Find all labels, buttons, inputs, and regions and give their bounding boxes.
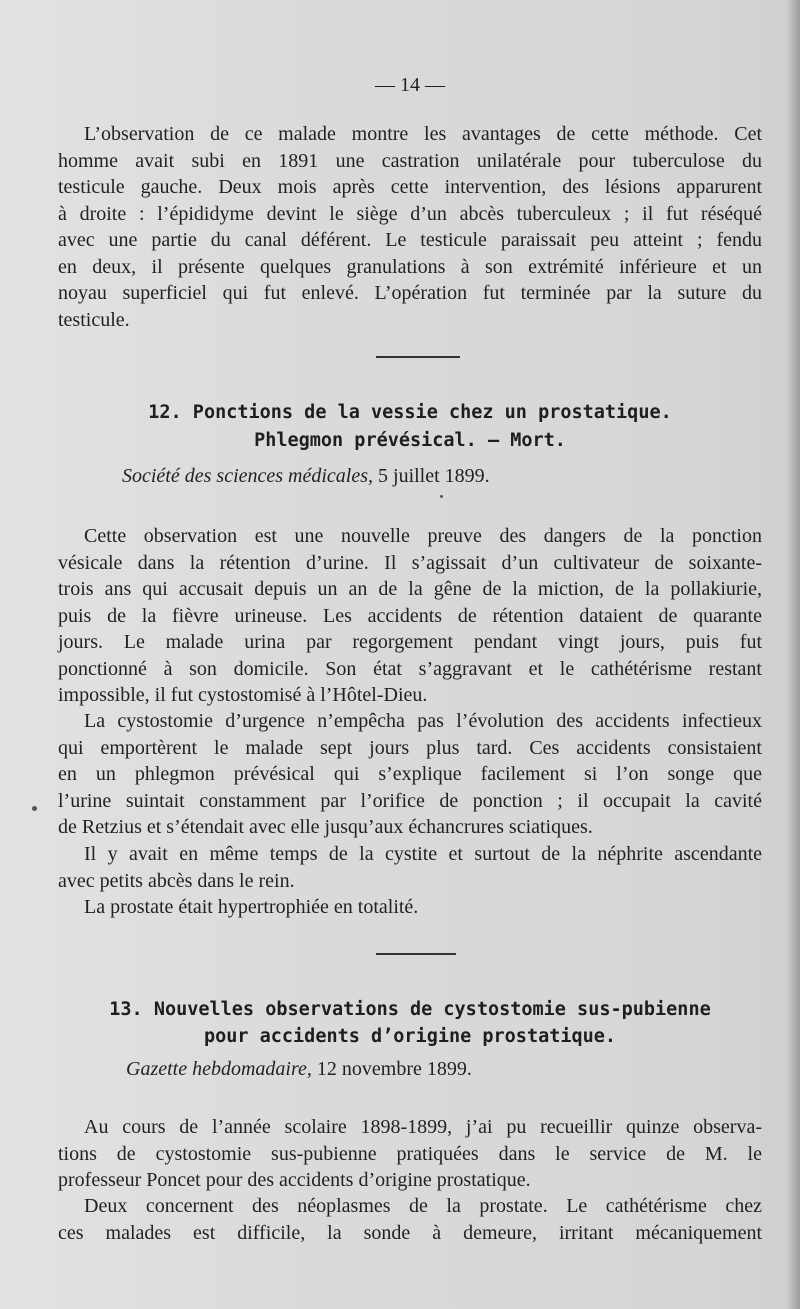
text-line: testicule gauche. Deux mois après cette intervention, des lésions apparurent	[58, 176, 762, 198]
text-line: Au cours de l’année scolaire 1898-1899, j’ai pu recueillir quinze observa-	[84, 1116, 762, 1138]
text-line: de Retzius et s’étendait avec elle jusqu’aux échancrures sciatiques.	[58, 816, 593, 838]
text-line: homme avait subi en 1891 une castration unilatérale pour tuberculose du	[58, 149, 762, 172]
text-line: La prostate était hypertrophiée en totalité.	[84, 896, 419, 918]
article-12-paragraph-3	[58, 841, 762, 894]
text-line: ponctionné à son domicile. Son état s’aggravant et le cathétérisme restant	[58, 657, 762, 680]
article-13-heading-line2: pour accidents d’origine prostatique.	[203, 1026, 617, 1047]
article-13-paragraph-1	[58, 1114, 762, 1194]
article-12-heading-line2: Phlegmon prévésical. — Mort.	[254, 430, 566, 451]
text-line: ces malades est difficile, la sonde à demeure, irritant mécaniquement	[58, 1221, 762, 1244]
text-line: en deux, il présente quelques granulations à son extrémité inférieure et un	[58, 255, 762, 278]
text-line: vésicale dans la rétention d’urine. Il s’agissait d’un cultivateur de soixante-	[58, 551, 762, 574]
text-line: impossible, il fut cystostomisé à l’Hôtel-Dieu.	[58, 684, 428, 706]
text-line: Deux concernent des néoplasmes de la prostate. Le cathétérisme chez	[84, 1195, 762, 1217]
text-line: qui emportèrent le malade sept jours plus tard. Ces accidents consistaient	[58, 736, 762, 759]
text-line: à droite : l’épididyme devint le siège d’un abcès tuberculeux ; il fut réséqué	[58, 202, 762, 225]
text-line: tions de cystostomie sus-pubienne pratiquées dans le service de M. le	[58, 1142, 762, 1165]
intro-paragraph	[58, 121, 762, 333]
print-speck	[32, 806, 37, 811]
text-line: l’urine suintait constamment par l’orifice de ponction ; il occupait la cavité	[58, 789, 762, 812]
text-line: jours. Le malade urina par regorgement pendant vingt jours, puis fut	[58, 631, 762, 653]
text-line: puis de la fièvre urineuse. Les accidents de rétention dataient de quarante	[58, 604, 762, 627]
text-line: testicule.	[58, 308, 130, 331]
article-12-heading-line1: 12. Ponctions de la vessie chez un prostatique.	[148, 402, 672, 423]
text-line: trois ans qui accusait depuis un an de la gêne de la miction, de la pollakiurie,	[58, 578, 762, 600]
article-13-source	[126, 1056, 472, 1083]
article-13-heading-line1: 13. Nouvelles observations de cystostomie sus-pubienne	[109, 999, 711, 1020]
text-line: noyau superficiel qui fut enlevé. L’opération fut terminée par la suture du	[58, 282, 762, 304]
text-line: avec petits abcès dans le rein.	[58, 869, 295, 892]
article-12-paragraph-2	[58, 708, 762, 841]
article-13-paragraph-2	[58, 1193, 762, 1246]
text-line: L’observation de ce malade montre les avantages de cette méthode. Cet	[84, 123, 762, 145]
text-line: avec une partie du canal déférent. Le testicule paraissait peu atteint ; fendu	[58, 229, 762, 251]
text-line: La cystostomie d’urgence n’empêcha pas l’évolution des accidents infectieux	[84, 710, 762, 732]
article-12-paragraph-4	[58, 894, 762, 921]
section-divider	[376, 356, 460, 358]
text-line: Il y avait en même temps de la cystite et surtout de la néphrite ascendante	[84, 843, 762, 865]
source-date: 12 novembre 1899.	[316, 1058, 472, 1080]
article-12-paragraph-1	[58, 523, 762, 709]
section-divider	[376, 953, 456, 955]
page-number: — 14 —	[375, 74, 445, 96]
print-speck	[440, 495, 443, 498]
source-date: 5 juillet 1899.	[378, 465, 490, 487]
article-12-source	[122, 463, 490, 490]
source-journal: Gazette hebdomadaire,	[126, 1058, 312, 1080]
text-line: en un phlegmon prévésical qui s’explique facilement si l’on songe que	[58, 763, 762, 785]
text-line: Cette observation est une nouvelle preuve des dangers de la ponction	[84, 525, 762, 547]
source-journal: Société des sciences médicales,	[122, 465, 374, 487]
text-line: professeur Poncet pour des accidents d’origine prostatique.	[58, 1169, 531, 1191]
